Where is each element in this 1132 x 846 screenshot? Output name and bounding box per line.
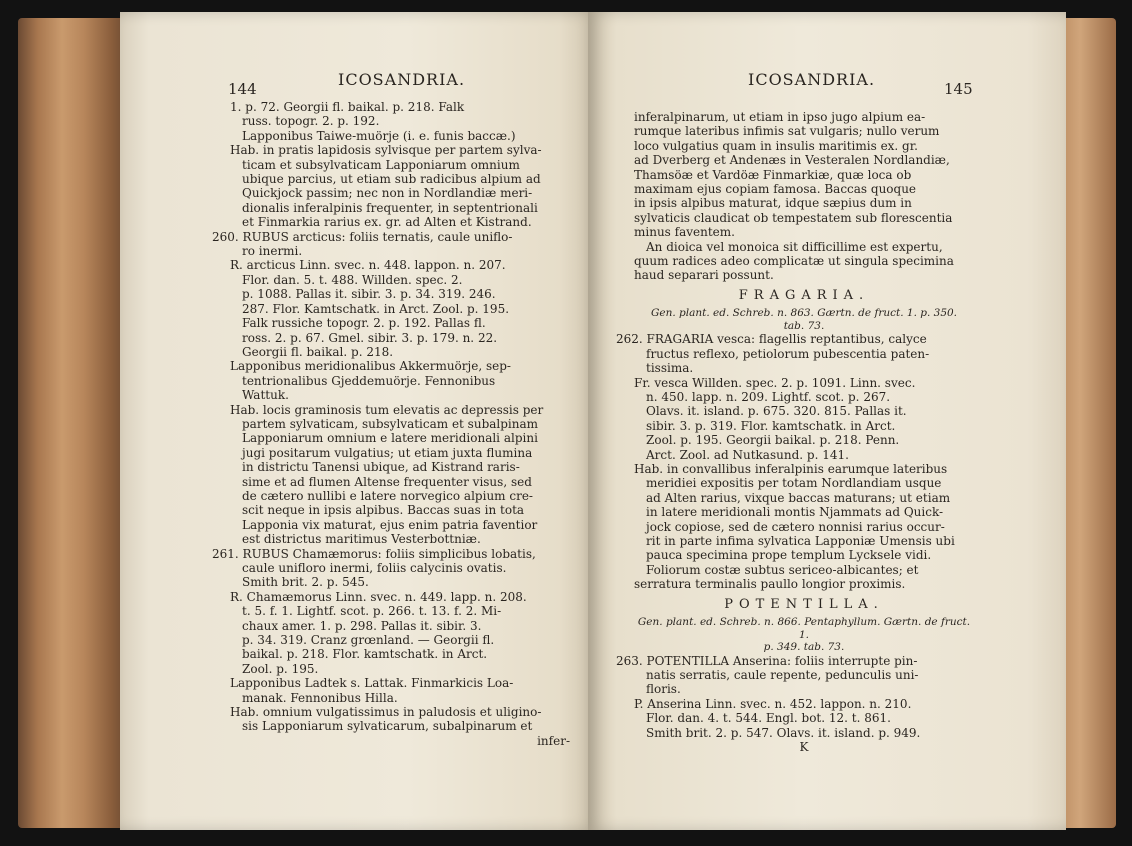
text-line: Flor. dan. 4. t. 544. Engl. bot. 12. t. 861. bbox=[646, 711, 891, 726]
text-line: Falk russiche topogr. 2. p. 192. Pallas fl. bbox=[242, 316, 486, 331]
text-line: Hab. in convallibus inferalpinis earumque lateribus bbox=[634, 461, 948, 476]
text-line: 260. RUBUS arcticus: foliis ternatis, caule uniflo- bbox=[212, 229, 513, 244]
text-line: Lapponia vix maturat, ejus enim patria faventior bbox=[242, 517, 538, 532]
text-line: loco vulgatius quam in insulis maritimis ex. gr. bbox=[634, 138, 918, 153]
text-line: quum radices adeo complicatæ ut singula specimina bbox=[634, 254, 954, 269]
text-line: sime et ad flumen Altense frequenter visus, sed bbox=[242, 474, 532, 489]
text-line: Olavs. it. island. p. 675. 320. 815. Pallas it. bbox=[646, 404, 907, 419]
text-line: Georgii fl. baikal. p. 218. bbox=[242, 344, 394, 359]
text-line: Lapponibus Ladtek s. Lattak. Finmarkicis Loa- bbox=[230, 676, 514, 691]
text-line: Wattuk. bbox=[242, 388, 289, 403]
text-line: baikal. p. 218. Flor. kamtschatk. in Arct. bbox=[242, 647, 488, 662]
text-line: Foliorum costæ subtus sericeo-albicantes; et bbox=[646, 562, 919, 577]
text-line: Smith brit. 2. p. 547. Olavs. it. island. p. 949. bbox=[646, 725, 921, 740]
text-line: de cætero nullibi e latere norvegico alpium cre- bbox=[242, 488, 533, 503]
text-line: serratura terminalis paullo longior proximis. bbox=[634, 577, 906, 592]
open-book bbox=[18, 12, 1116, 832]
text-line: caule unifloro inermi, foliis calycinis ovatis. bbox=[242, 561, 507, 575]
text-line: sylvaticis claudicat ob tempestatem sub florescentia bbox=[634, 210, 953, 225]
genus-reference: Gen. plant. ed. Schreb. n. 866. Pentaphyllum. Gærtn. de fruct. 1. bbox=[637, 616, 971, 641]
text-line: est districtus maritimus Vesterbottniæ. bbox=[242, 532, 481, 547]
text-line: Arct. Zool. ad Nutkasund. p. 141. bbox=[646, 447, 849, 462]
text-line: Lapponibus meridionalibus Akkermuörje, sep- bbox=[230, 359, 511, 374]
genus-heading: POTENTILLA. bbox=[724, 596, 884, 612]
text-line: chaux amer. 1. p. 298. Pallas it. sibir. 3. bbox=[242, 618, 482, 633]
text-line: scit neque in ipsis alpibus. Baccas suas in tota bbox=[242, 503, 525, 518]
genus-reference: tab. 73. bbox=[783, 319, 825, 332]
book-edge-left bbox=[18, 18, 128, 828]
text-line: jugi positarum vulgatius; ut etiam juxta flumina bbox=[242, 445, 533, 460]
text-line: p. 1088. Pallas it. sibir. 3. p. 34. 319. 246. bbox=[242, 287, 496, 302]
text-line: Zool. p. 195. bbox=[242, 661, 319, 676]
text-line: 1. p. 72. Georgii fl. baikal. p. 218. Falk bbox=[230, 100, 465, 114]
page-number: 145 bbox=[944, 80, 973, 98]
text-line: in ipsis alpibus maturat, idque sæpius dum in bbox=[634, 196, 912, 211]
text-line: Flor. dan. 5. t. 488. Willden. spec. 2. bbox=[242, 272, 463, 287]
text-line: ad Dverberg et Andenæs in Vesteralen Nordlandiæ, bbox=[634, 153, 950, 168]
genus-reference: p. 349. tab. 73. bbox=[763, 641, 845, 653]
genus-heading: FRAGARIA. bbox=[738, 287, 870, 303]
text-line: haud separari possunt. bbox=[634, 268, 774, 283]
text-line: russ. topogr. 2. p. 192. bbox=[242, 114, 380, 129]
text-line: ross. 2. p. 67. Gmel. sibir. 3. p. 179. n. 22. bbox=[242, 330, 498, 345]
text-line: tissima. bbox=[646, 361, 694, 376]
page-number: 144 bbox=[228, 80, 257, 98]
text-line: rit in parte infima sylvatica Lapponiæ Umensis ubi bbox=[646, 533, 955, 548]
text-line: 262. FRAGARIA vesca: flagellis reptantibus, calyce bbox=[616, 332, 927, 347]
text-line: in districtu Tanensi ubique, ad Kistrand raris- bbox=[242, 460, 520, 475]
left-page bbox=[120, 12, 598, 830]
text-line: 287. Flor. Kamtschatk. in Arct. Zool. p. 195. bbox=[242, 301, 510, 316]
text-line: ad Alten rarius, vixque baccas maturans; ut etiam bbox=[646, 490, 951, 505]
text-line: ubique parcius, ut etiam sub radicibus alpium ad bbox=[242, 172, 541, 187]
text-line: Thamsöæ et Vardöæ Finmarkiæ, quæ loca ob bbox=[634, 167, 912, 182]
text-line: Lapponiarum omnium e latere meridionali alpini bbox=[242, 431, 538, 446]
text-line: Fr. vesca Willden. spec. 2. p. 1091. Linn. svec. bbox=[634, 375, 916, 390]
text-line: R. Chamæmorus Linn. svec. n. 449. lapp. n. 208. bbox=[230, 589, 527, 604]
text-line: meridiei expositis per totam Nordlandiam usque bbox=[646, 476, 942, 491]
text-line: Quickjock passim; nec non in Nordlandiæ meri- bbox=[242, 186, 533, 201]
catchword: infer- bbox=[537, 733, 570, 748]
text-line: manak. Fennonibus Hilla. bbox=[242, 690, 398, 705]
text-line: ro inermi. bbox=[242, 244, 303, 259]
text-line: maximam ejus copiam famosa. Baccas quoque bbox=[634, 182, 917, 197]
running-head: ICOSANDRIA. bbox=[338, 70, 466, 89]
text-line: n. 450. lapp. n. 209. Lightf. scot. p. 267. bbox=[646, 389, 891, 404]
genus-reference: Gen. plant. ed. Schreb. n. 863. Gærtn. de fruct. 1. p. 350. bbox=[650, 307, 958, 320]
text-line: sibir. 3. p. 319. Flor. kamtschatk. in Arct. bbox=[646, 418, 896, 433]
text-line: An dioica vel monoica sit difficillime est expertu, bbox=[646, 239, 943, 254]
text-line: Hab. locis graminosis tum elevatis ac depressis per bbox=[230, 402, 544, 417]
text-line: ticam et subsylvaticam Lapponiarum omnium bbox=[242, 157, 520, 172]
text-line: et Finmarkia rarius ex. gr. ad Alten et Kistrand. bbox=[242, 215, 532, 230]
text-line: inferalpinarum, ut etiam in ipso jugo alpium ea- bbox=[634, 110, 926, 124]
text-line: t. 5. f. 1. Lightf. scot. p. 266. t. 13. f. 2. Mi- bbox=[242, 604, 502, 619]
page-text bbox=[616, 110, 974, 754]
text-line: jock copiose, sed de cætero nonnisi rarius occur- bbox=[646, 519, 945, 534]
text-line: partem sylvaticam, subsylvaticam et subalpinam bbox=[242, 416, 539, 431]
running-head: ICOSANDRIA. bbox=[748, 70, 876, 89]
text-line: minus faventem. bbox=[634, 225, 735, 240]
text-line: natis serratis, caule repente, pedunculis uni- bbox=[646, 667, 919, 682]
text-line: Smith brit. 2. p. 545. bbox=[242, 575, 369, 590]
text-line: 263. POTENTILLA Anserina: foliis interrupte pin- bbox=[616, 653, 918, 668]
text-line: Hab. in pratis lapidosis sylvisque per partem sylva- bbox=[230, 143, 542, 158]
text-line: in latere meridionali montis Njammats ad Quick- bbox=[646, 505, 944, 520]
text-line: Hab. omnium vulgatissimus in paludosis et uligino- bbox=[230, 705, 542, 720]
text-line: floris. bbox=[646, 682, 681, 697]
text-line: fructus reflexo, petiolorum pubescentia paten- bbox=[646, 346, 930, 361]
signature-mark: K bbox=[799, 739, 809, 754]
right-page bbox=[588, 12, 1066, 830]
text-line: dionalis inferalpinis frequenter, in septentrionali bbox=[242, 200, 538, 215]
text-line: p. 34. 319. Cranz grœnland. — Georgii fl. bbox=[242, 633, 495, 648]
text-line: Lapponibus Taiwe-muörje (i. e. funis baccæ.) bbox=[242, 128, 516, 143]
text-line: sis Lapponiarum sylvaticarum, subalpinarum et bbox=[242, 719, 533, 734]
text-line: R. arcticus Linn. svec. n. 448. lappon. n. 207. bbox=[230, 258, 506, 273]
text-line: P. Anserina Linn. svec. n. 452. lappon. n. 210. bbox=[634, 696, 912, 711]
text-line: 261. RUBUS Chamæmorus: foliis simplicibus lobatis, bbox=[212, 546, 536, 561]
text-line: pauca specimina prope templum Lycksele vidi. bbox=[646, 548, 932, 563]
text-line: tentrionalibus Gjeddemuörje. Fennonibus bbox=[242, 373, 496, 388]
page-text bbox=[212, 100, 570, 748]
text-line: Zool. p. 195. Georgii baikal. p. 218. Penn. bbox=[646, 433, 900, 448]
text-line: rumque lateribus infimis sat vulgaris; nullo verum bbox=[634, 124, 940, 139]
